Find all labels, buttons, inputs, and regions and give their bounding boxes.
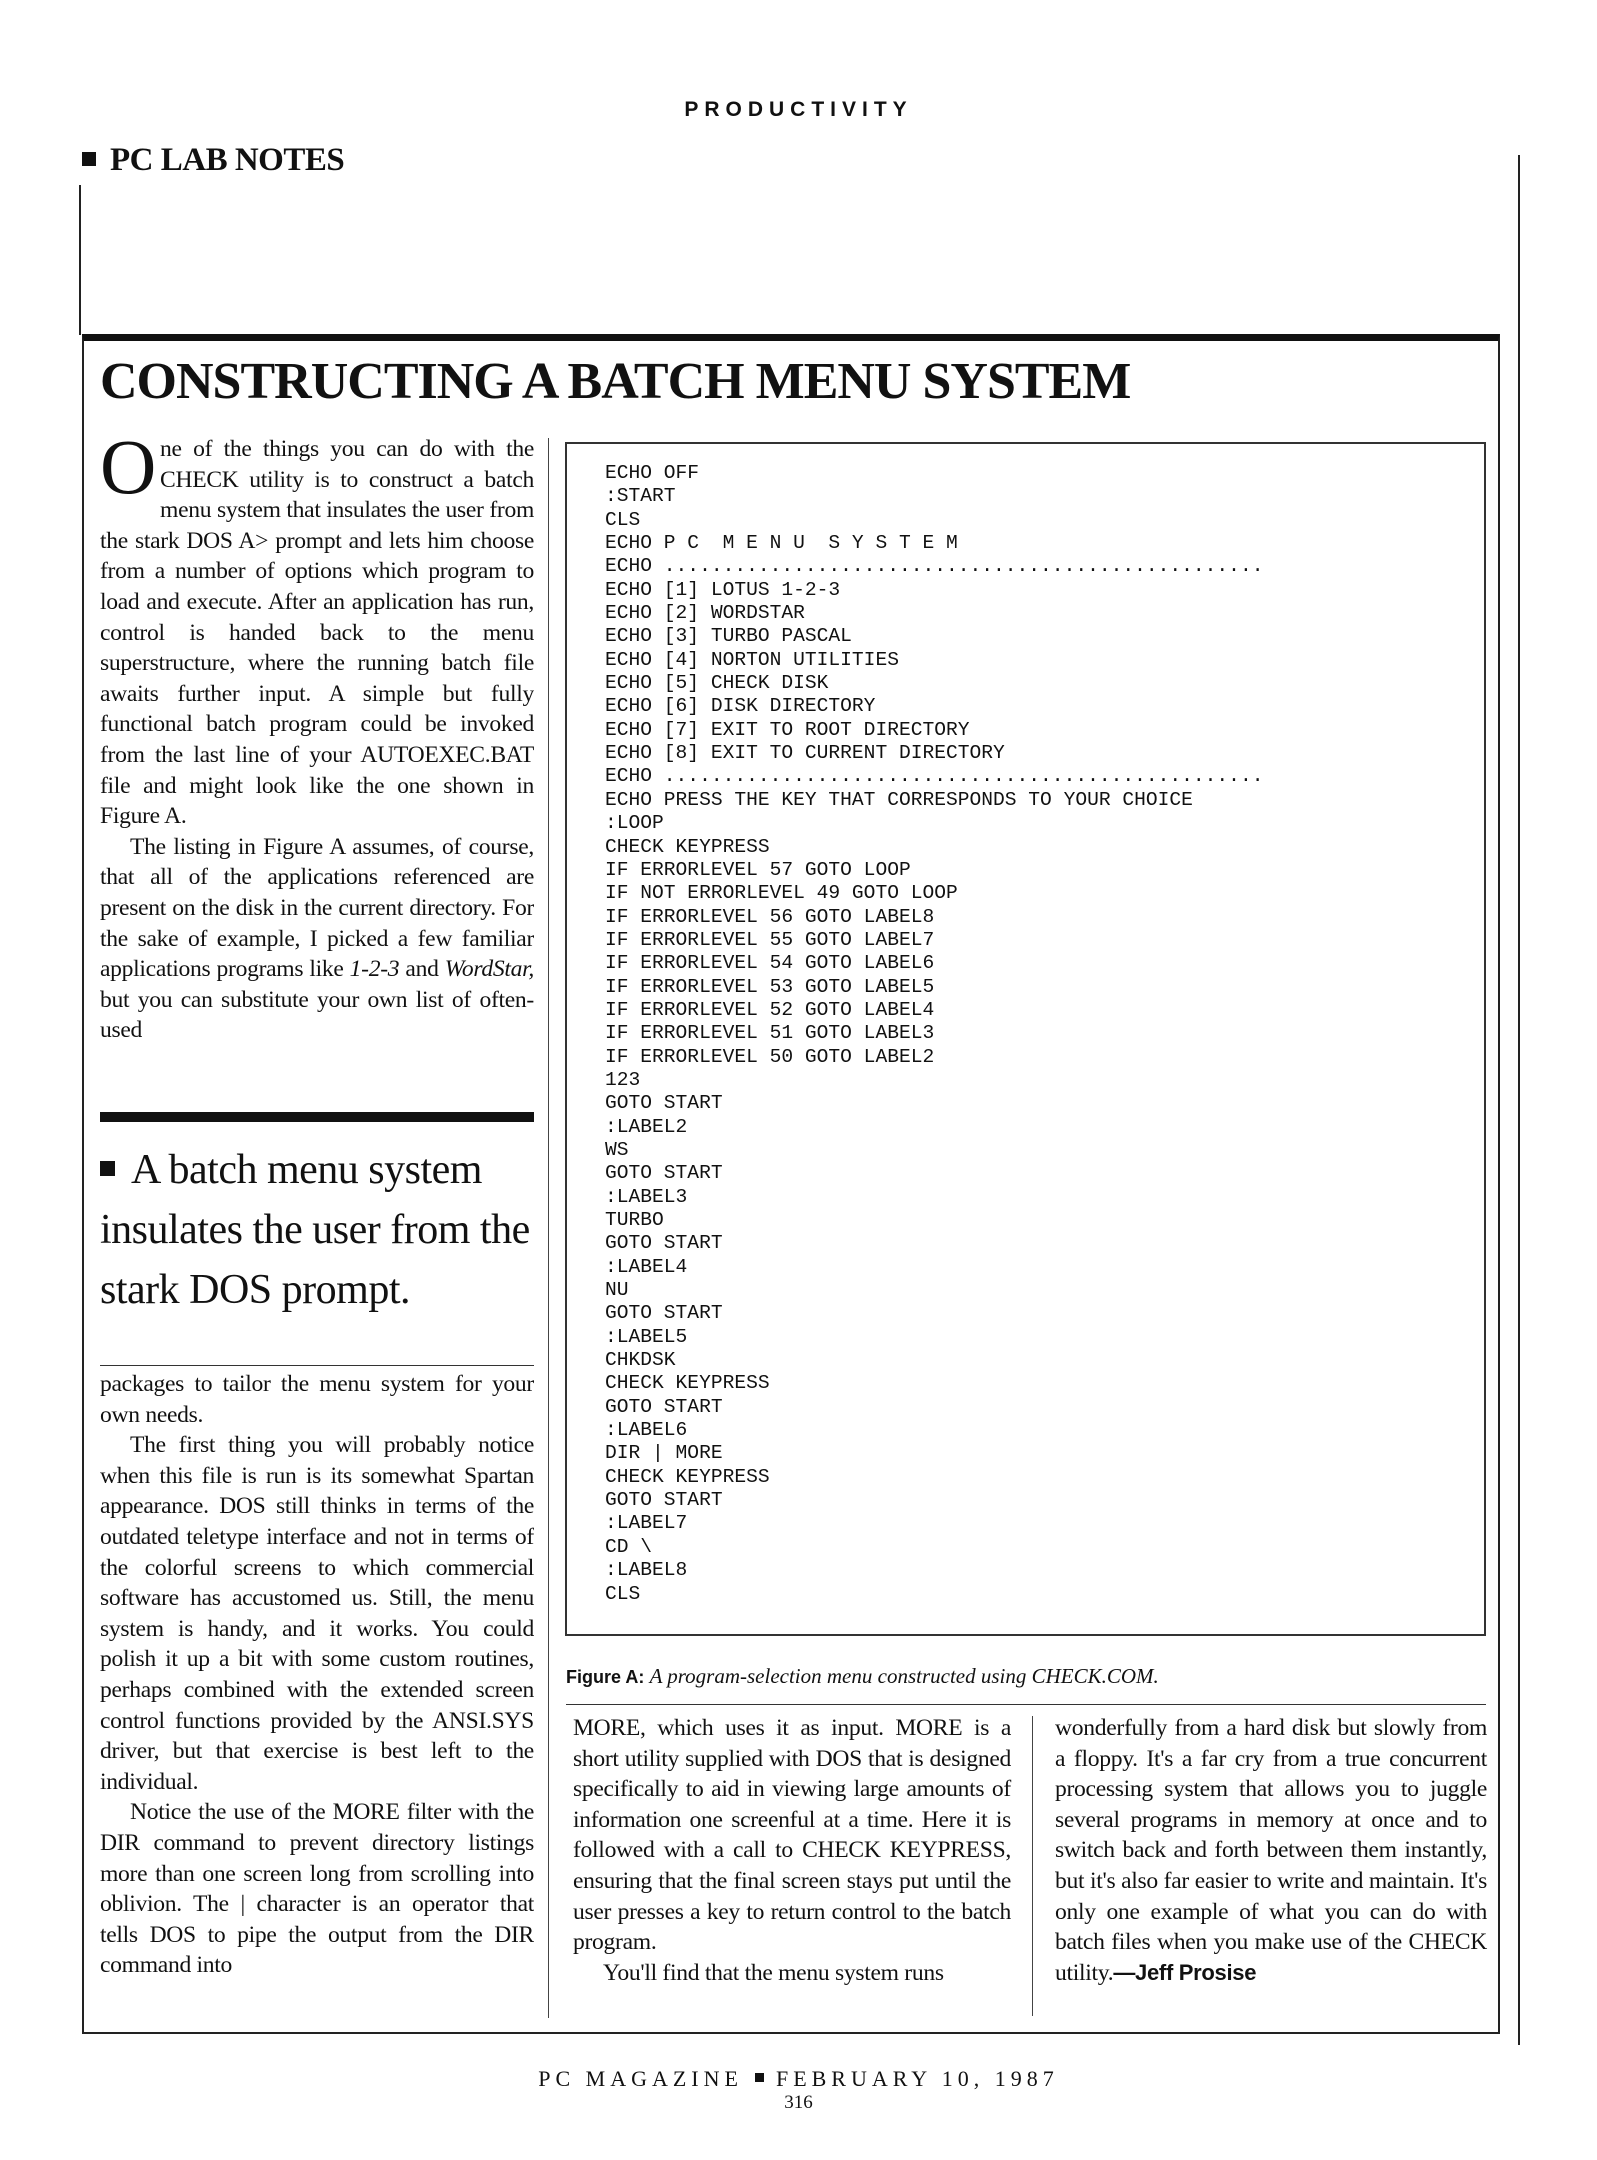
pull-quote-bar (100, 1112, 534, 1122)
magazine-name: PC MAGAZINE (538, 2066, 743, 2091)
paragraph (100, 434, 534, 832)
article-column-3 (573, 1713, 1011, 2023)
code-line: WS (605, 1138, 629, 1161)
drop-cap: O (100, 434, 157, 510)
code-line: ECHO [1] LOTUS 1-2-3 (605, 578, 841, 601)
paragraph-text: ne of the things you can do with the CHECK utility is to construct a batch menu system that insulates the user from the stark DOS A> prompt and lets him choose from a number of options which program to load and execute. After an application has run, control is handed back to the menu superstructure, where the running batch file awaits further input. A simple but fully functional batch program could be invoked from the last line of your AUTOEXEC.BAT file and might look like the one shown in Figure A. (100, 436, 534, 830)
figure-caption-text: A program-selection menu constructed using CHECK.COM. (649, 1664, 1159, 1688)
code-line: DIR | MORE (605, 1442, 723, 1465)
bullet-icon (100, 1161, 115, 1176)
code-line: NU (605, 1279, 629, 1302)
code-line: IF ERRORLEVEL 50 GOTO LABEL2 (605, 1045, 935, 1068)
code-line: :LABEL3 (605, 1185, 688, 1208)
code-line: :LABEL5 (605, 1325, 688, 1348)
section-label: PRODUCTIVITY (684, 98, 913, 121)
paragraph-text: wonderfully from a hard disk but slowly from a floppy. It's a far cry from a true concurrent processing system that allows you to juggle several programs in memory at once and to switch back and forth between them instantly, but it's also far easier to write and maintain. It's only one example of what you can do with batch files when you make use of the CHECK utility. (1055, 1715, 1487, 1986)
code-line: ECHO [6] DISK DIRECTORY (605, 695, 876, 718)
article-column-1 (100, 434, 534, 1076)
figure-label: Figure A: (566, 1667, 645, 1687)
code-line: CHECK KEYPRESS (605, 1372, 770, 1395)
figure-rule (566, 1704, 1486, 1705)
paragraph-text: but you can substitute your own list of often-used (100, 986, 534, 1044)
pull-quote-text: A batch menu system insulates the user from the stark DOS prompt. (100, 1147, 530, 1313)
code-line: ECHO OFF (605, 462, 700, 484)
issue-date: FEBRUARY 10, 1987 (775, 2066, 1059, 2091)
column-rule-right (1518, 155, 1520, 2045)
code-line: TURBO (605, 1209, 664, 1231)
article-column-2 (100, 1369, 534, 2019)
page-number: 316 (784, 2092, 813, 2113)
article-column-4 (1055, 1713, 1487, 2023)
code-line: IF ERRORLEVEL 52 GOTO LABEL4 (605, 998, 935, 1021)
code-line: ECHO [7] EXIT TO ROOT DIRECTORY (605, 718, 970, 741)
code-line: ECHO ................................................... (605, 765, 1264, 788)
code-line: :LABEL7 (605, 1512, 688, 1535)
paragraph: packages to tailor the menu system for your own needs. (100, 1371, 534, 1428)
paragraph (100, 832, 534, 1046)
paragraph: MORE, which uses it as input. MORE is a short utility supplied with DOS that is designed specifically to aid in viewing large amounts of information one screenful at a time. Here it is followed with a call to CHECK KEYPRESS, ensuring that the final screen stays put until the user presses a key to return control to the batch program. (573, 1715, 1011, 1956)
paragraph-text: and (399, 956, 445, 983)
code-line: :LABEL6 (605, 1419, 688, 1442)
pull-quote (100, 1140, 540, 1320)
italic-title: 1-2-3 (349, 956, 400, 983)
code-line: GOTO START (605, 1302, 723, 1325)
paragraph-text: The listing in Figure A assumes, of course, that all of the applications referenced are present on the disk in the current directory. For the sake of example, I picked a few familiar applications programs like (100, 833, 534, 983)
code-line: ECHO [5] CHECK DISK (605, 672, 829, 695)
code-line: ECHO [8] EXIT TO CURRENT DIRECTORY (605, 742, 1005, 765)
column-divider (1032, 1716, 1033, 2016)
code-line: ECHO [3] TURBO PASCAL (605, 625, 852, 648)
code-line: :START (605, 485, 676, 508)
code-line: CLS (605, 508, 641, 531)
code-line: GOTO START (605, 1162, 723, 1185)
footer (0, 2066, 1597, 2092)
code-line: GOTO START (605, 1395, 723, 1418)
column-rule-left (79, 185, 81, 335)
bullet-icon (82, 152, 96, 166)
code-line: GOTO START (605, 1489, 723, 1512)
column-heading (82, 142, 344, 179)
bullet-icon (755, 2073, 764, 2082)
article-headline: CONSTRUCTING A BATCH MENU SYSTEM (100, 353, 1131, 410)
code-line: :LOOP (605, 812, 664, 835)
paragraph: Notice the use of the MORE filter with the DIR command to prevent directory listings more than one screen long from scrolling into oblivion. The | character is an operator that tells DOS to pipe the output from the DIR command into (100, 1799, 534, 1979)
code-line: ECHO [2] WORDSTAR (605, 602, 805, 625)
code-line: IF ERRORLEVEL 51 GOTO LABEL3 (605, 1022, 935, 1045)
code-line: CHECK KEYPRESS (605, 835, 770, 858)
byline: —Jeff Prosise (1113, 1959, 1257, 1985)
code-line: IF ERRORLEVEL 57 GOTO LOOP (605, 858, 911, 881)
code-line: IF ERRORLEVEL 56 GOTO LABEL8 (605, 905, 935, 928)
code-line: GOTO START (605, 1092, 723, 1115)
code-line: :LABEL4 (605, 1255, 688, 1278)
paragraph (1055, 1713, 1487, 1988)
code-line: :LABEL2 (605, 1115, 688, 1138)
pull-quote-rule (100, 1365, 534, 1366)
code-line: CHKDSK (605, 1349, 676, 1372)
code-line: ECHO ................................................... (605, 555, 1264, 578)
paragraph: You'll find that the menu system runs (603, 1959, 944, 1986)
code-line: IF NOT ERRORLEVEL 49 GOTO LOOP (605, 882, 958, 905)
code-line: :LABEL8 (605, 1559, 688, 1582)
code-line: IF ERRORLEVEL 55 GOTO LABEL7 (605, 928, 935, 951)
code-line: ECHO [4] NORTON UTILITIES (605, 648, 899, 671)
paragraph: The first thing you will probably notice when this file is run is its somewhat Spartan appearance. DOS still thinks in terms of the outdated teletype interface and not in terms of the colorful screens to which commercial software has accustomed us. Still, the menu system is handy, and it works. You could polish it up a bit with some custom routines, perhaps combined with the extended screen control functions provided by the ANSI.SYS driver, but that exercise is best left to the individual. (100, 1432, 534, 1795)
code-line: ECHO P C M E N U S Y S T E M (605, 532, 958, 555)
code-line: CLS (605, 1582, 641, 1605)
code-line: ECHO PRESS THE KEY THAT CORRESPONDS TO YOUR CHOICE (605, 788, 1193, 811)
code-line: IF ERRORLEVEL 54 GOTO LABEL6 (605, 952, 935, 975)
italic-title: WordStar, (444, 956, 534, 983)
column-divider (548, 438, 549, 2018)
code-line: 123 (605, 1068, 641, 1091)
column-heading-text: PC LAB NOTES (110, 142, 345, 178)
code-line: IF ERRORLEVEL 53 GOTO LABEL5 (605, 975, 935, 998)
figure-caption (566, 1664, 1159, 1689)
code-line: CHECK KEYPRESS (605, 1465, 770, 1488)
code-line: GOTO START (605, 1232, 723, 1255)
code-listing (605, 462, 1485, 1606)
code-line: CD \ (605, 1535, 653, 1558)
